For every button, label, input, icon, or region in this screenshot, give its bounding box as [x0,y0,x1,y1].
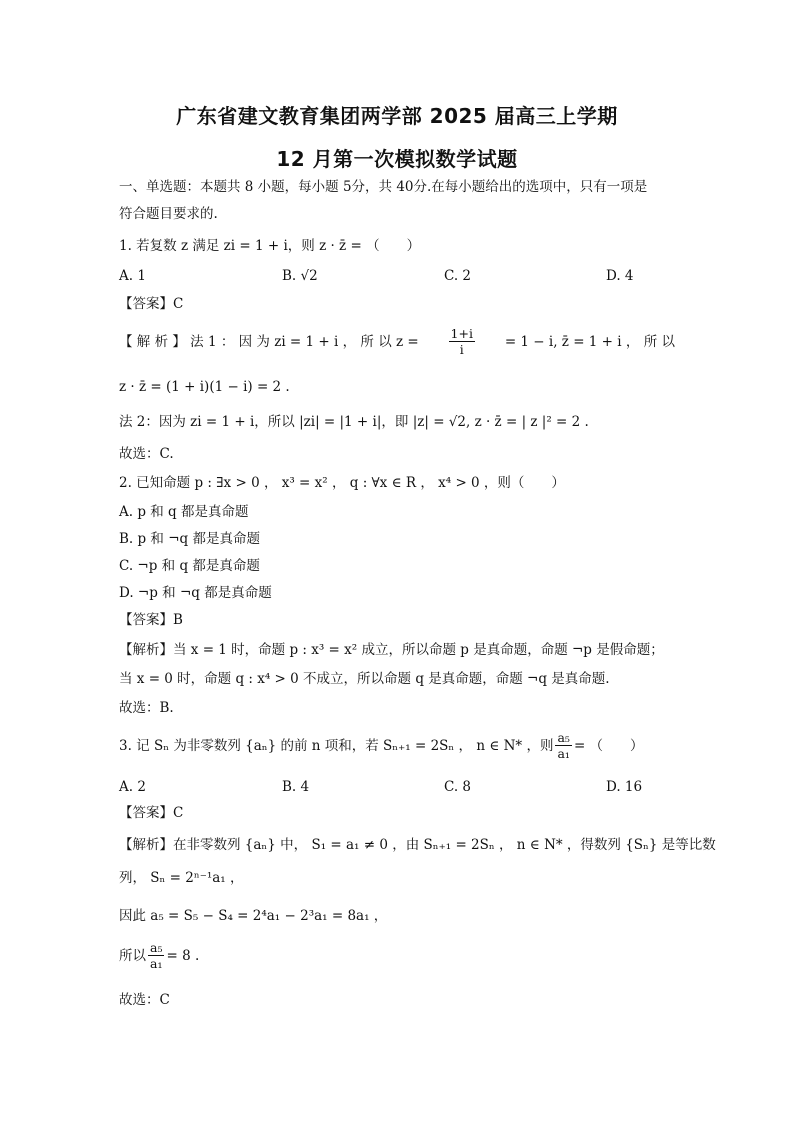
section-intro-line1: 一、单选题：本题共 8 小题，每小题 5分，共 40分.在每小题给出的选项中，只有一项是 [119,179,648,195]
q3-stem-fraction-den: a₁ [557,746,570,761]
q3-option-d: D. 16 [606,779,643,795]
q3-solution-fraction-den: a₁ [150,956,163,971]
q1-option-b: B. √2 [282,268,318,284]
section-intro-line2: 符合题目要求的. [119,206,218,222]
q1-solution-fraction [449,326,475,357]
q2-conclusion: 故选：B. [119,700,174,716]
q1-stem: 1. 若复数 z 满足 zi = 1 + i，则 z · z̄ = （ ） [119,238,421,254]
q3-solution-fraction-num: a₅ [150,940,163,955]
document-title-line1: 广东省建文教育集团两学部 2025 届高三上学期 [176,104,618,128]
q1-solution-line1-text-b: = 1 − i, z̄ = 1 + i ， 所 以 [504,333,675,350]
q3-option-a: A. 2 [119,779,146,795]
q3-solution-line4-text-b: = 8 . [166,947,200,964]
q3-solution-line2: 列， Sₙ = 2ⁿ⁻¹a₁ ， [119,870,244,886]
q3-solution-line4 [119,940,199,971]
q3-solution-line4-text-a: 所以 [119,947,146,964]
q2-answer: 【答案】B [119,612,183,628]
q2-option-d: D. ¬p 和 ¬q 都是真命题 [119,585,272,601]
q1-solution-line2: z · z̄ = (1 + i)(1 − i) = 2 . [119,379,290,395]
q2-solution-line1: 【解析】当 x = 1 时，命题 p : x³ = x² 成立，所以命题 p 是真命题，命题 ¬p 是假命题； [119,642,664,658]
q1-answer: 【答案】C [119,296,184,312]
q1-option-a: A. 1 [119,268,146,284]
q1-solution-line1 [119,326,675,357]
q3-conclusion: 故选：C [119,992,170,1008]
q1-solution-line3: 法 2：因为 zi = 1 + i，所以 |zi| = |1 + i|，即 |z| = √2, z · z̄ = | z |² = 2 . [119,414,589,430]
q3-option-c: C. 8 [444,779,472,795]
q3-stem-fraction-num: a₅ [557,730,570,745]
q1-conclusion: 故选：C. [119,446,174,462]
q1-solution-fraction-num: 1+i [450,326,473,341]
q3-answer: 【答案】C [119,805,184,821]
q2-solution-line2: 当 x = 0 时，命题 q : x⁴ > 0 不成立，所以命题 q 是真命题，命题 ¬q 是真命题. [119,671,610,687]
q3-stem-fraction [555,730,571,761]
q2-option-c: C. ¬p 和 q 都是真命题 [119,558,260,574]
q2-option-a: A. p 和 q 都是真命题 [119,504,249,520]
q3-stem-text-b: = （ ） [573,737,644,754]
q3-stem [119,730,644,761]
q3-option-b: B. 4 [282,779,310,795]
q1-option-c: C. 2 [444,268,472,284]
q3-stem-text-a: 3. 记 Sₙ 为非零数列 {aₙ} 的前 n 项和，若 Sₙ₊₁ = 2Sₙ ， n ∈ N* ，则 [119,737,554,754]
q1-solution-line1-text-a: 【 解 析 】 法 1 ： 因 为 zi = 1 + i ， 所 以 z = [119,333,419,350]
q1-solution-fraction-den: i [459,342,464,357]
q3-solution-line1: 【解析】在非零数列 {aₙ} 中， S₁ = a₁ ≠ 0 ，由 Sₙ₊₁ = 2Sₙ ， n ∈ N* ，得数列 {Sₙ} 是等比数 [119,837,716,853]
q3-solution-line3: 因此 a₅ = S₅ − S₄ = 2⁴a₁ − 2³a₁ = 8a₁ ， [119,908,388,924]
document-title-line2: 12 月第一次模拟数学试题 [276,147,518,171]
q3-solution-fraction [148,940,164,971]
q2-stem: 2. 已知命题 p : ∃x > 0 ， x³ = x² ， q : ∀x ∈ R ， x⁴ > 0 ，则（ ） [119,475,565,491]
q2-option-b: B. p 和 ¬q 都是真命题 [119,531,260,547]
q1-option-d: D. 4 [606,268,634,284]
